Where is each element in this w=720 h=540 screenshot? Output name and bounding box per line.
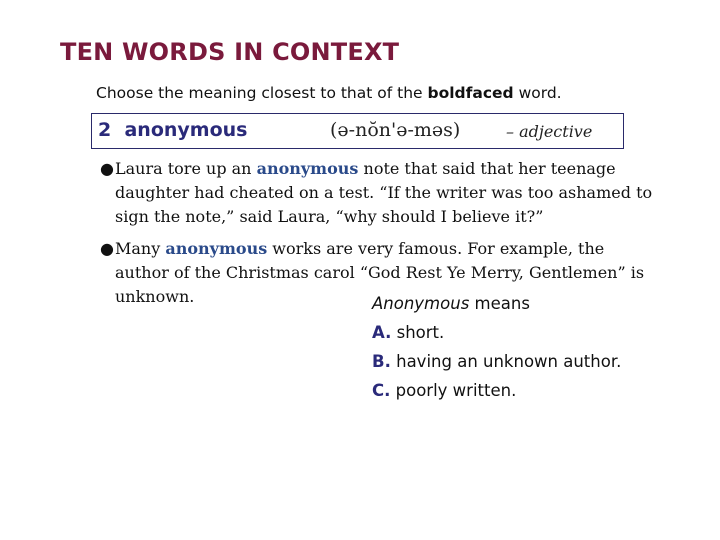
option-a[interactable] <box>372 318 621 347</box>
sentence-after: note that said that her teenage daughter had cheated on a test. “If the writer was too ashamed to sign the note,” said Laura, “why should I believe it?” <box>115 159 653 226</box>
instruction-text <box>96 84 562 102</box>
option-letter: C. <box>372 381 391 400</box>
option-letter: A. <box>372 323 392 342</box>
highlighted-word: anonymous <box>165 239 268 258</box>
page-title: TEN WORDS IN CONTEXT <box>60 38 400 66</box>
question-block <box>372 289 621 405</box>
question-lead <box>372 289 621 318</box>
option-text: poorly written. <box>395 381 517 400</box>
question-lead-rest: means <box>469 294 530 313</box>
option-text: having an unknown author. <box>396 352 622 371</box>
bullet-icon: ● <box>100 159 114 178</box>
option-letter: B. <box>372 352 391 371</box>
instruction-after: word. <box>513 84 562 102</box>
word-entry-box <box>91 113 624 149</box>
highlighted-word: anonymous <box>256 159 359 178</box>
option-b[interactable] <box>372 347 621 376</box>
bullet-icon: ● <box>100 239 114 258</box>
word-number: 2 <box>98 119 112 141</box>
sentence-after: works are very famous. For example, the author of the Christmas carol “God Rest Ye Merry, Gentlemen” is unknown. <box>115 239 645 306</box>
example-sentence-1 <box>100 157 660 229</box>
vocab-word: anonymous <box>124 119 248 141</box>
option-text: short. <box>396 323 445 342</box>
sentence-before: Laura tore up an <box>115 159 257 178</box>
word-heading <box>98 119 247 141</box>
instruction-before: Choose the meaning closest to that of the <box>96 84 428 102</box>
pronunciation: (ə-nŏn'ə-məs) <box>330 119 461 141</box>
instruction-bold: boldfaced <box>427 84 514 102</box>
part-of-speech: – adjective <box>506 122 593 141</box>
option-c[interactable] <box>372 376 621 405</box>
sentence-before: Many <box>115 239 166 258</box>
question-lead-word: Anonymous <box>372 294 470 313</box>
sentence-text <box>115 157 660 229</box>
